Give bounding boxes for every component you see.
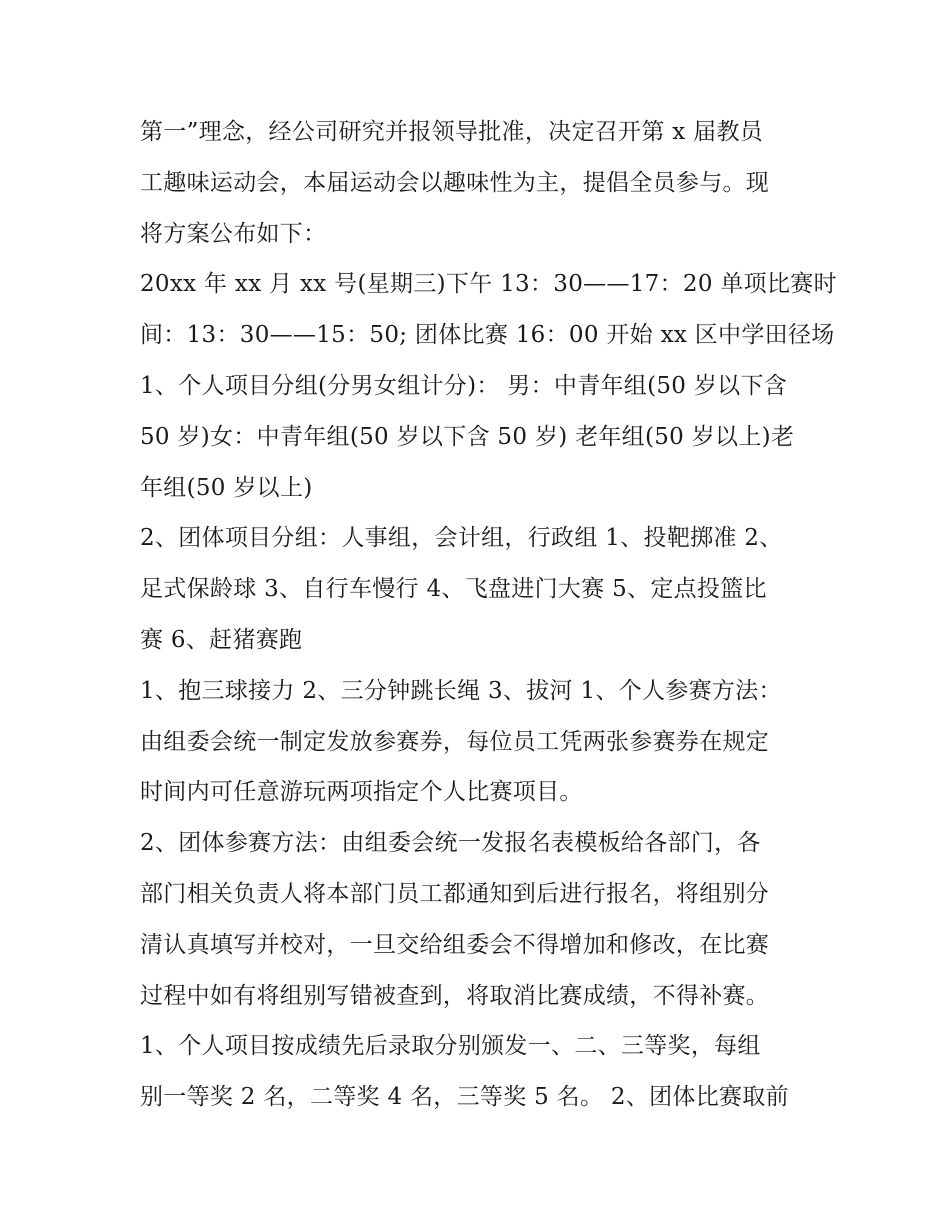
text-line: 足式保龄球 3、自行车慢行 4、飞盘进门大赛 5、定点投篮比 [140, 576, 767, 603]
text-line: 20xx 年 xx 月 xx 号(星期三)下午 13：30——17：20 单项比赛时 [140, 271, 837, 298]
text-line: 过程中如有将组别写错被查到，将取消比赛成绩，不得补赛。 [140, 982, 770, 1009]
text-line: 工趣味运动会，本届运动会以趣味性为主，提倡全员参与。现 [140, 169, 770, 196]
text-line: 赛 6、赶猪赛跑 [140, 626, 303, 653]
text-line: 别一等奖 2 名，二等奖 4 名，三等奖 5 名。 2、团体比赛取前 [140, 1084, 789, 1111]
text-line: 2、团体项目分组：人事组，会计组，行政组 1、投靶掷准 2、 [140, 525, 783, 552]
text-line: 年组(50 岁以上) [140, 474, 313, 501]
document-body [140, 107, 837, 1123]
text-line: 由组委会统一制定发放参赛券，每位员工凭两张参赛券在规定 [140, 728, 770, 755]
text-line: 间：13：30——15：50; 团体比赛 16：00 开始 xx 区中学田径场 [140, 322, 835, 349]
text-line: 2、团体参赛方法：由组委会统一发报名表模板给各部门，各 [140, 830, 761, 857]
text-line: 将方案公布如下： [140, 220, 327, 247]
text-line: 1、个人项目分组(分男女组计分)： 男：中青年组(50 岁以下含 [140, 372, 788, 399]
text-line: 时间内可任意游玩两项指定个人比赛项目。 [140, 779, 583, 806]
text-line: 50 岁)女：中青年组(50 岁以下含 50 岁) 老年组(50 岁以上)老 [140, 423, 795, 450]
text-line: 1、个人项目按成绩先后录取分别颁发一、二、三等奖，每组 [140, 1033, 761, 1060]
text-line: 第一”理念，经公司研究并报领导批准，决定召开第 x 届教员 [140, 119, 764, 145]
text-line: 部门相关负责人将本部门员工都通知到后进行报名，将组别分 [140, 880, 770, 907]
text-line: 1、抱三球接力 2、三分钟跳长绳 3、拔河 1、个人参赛方法： [140, 677, 782, 704]
text-line: 清认真填写并校对，一旦交给组委会不得增加和修改，在比赛 [140, 931, 770, 958]
